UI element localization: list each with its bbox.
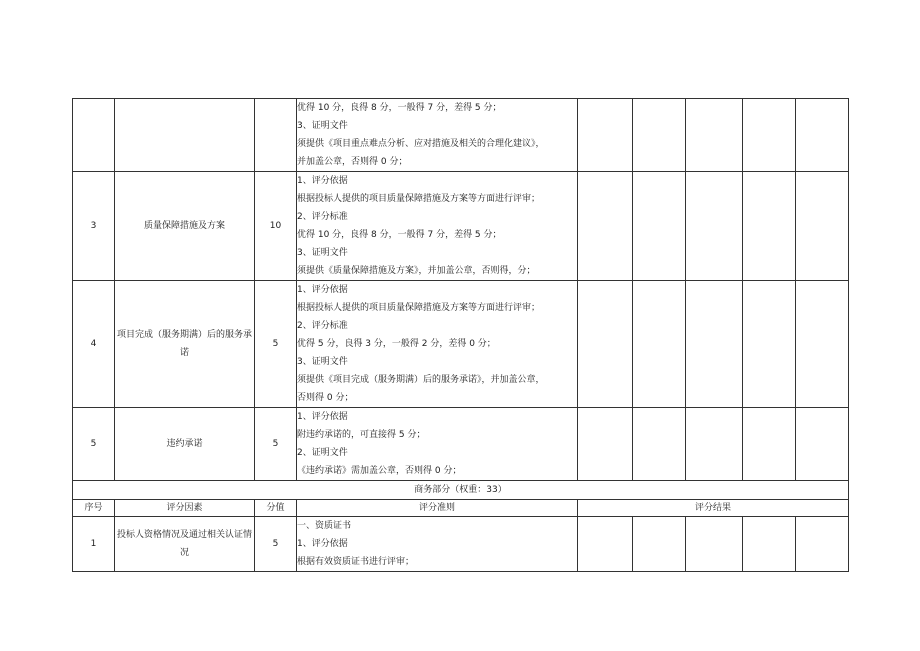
criteria-line: 2、证明文件 [297,448,348,458]
section-header-row [73,481,849,500]
header-result: 评分结果 [578,500,849,517]
row-score [255,99,297,172]
result-cell[interactable] [686,99,743,172]
result-cell[interactable] [796,408,849,481]
row-score: 5 [255,408,297,481]
row-score: 10 [255,172,297,281]
result-cell[interactable] [578,99,633,172]
header-criteria: 评分准则 [297,500,578,517]
result-cell[interactable] [578,172,633,281]
row-criteria [297,172,578,281]
row-index: 4 [73,281,115,408]
criteria-line: 附违约承诺的，可直接得 5 分； [297,430,426,440]
criteria-line: 2、评分标准 [297,212,348,222]
row-factor: 投标人资格情况及通过相关认证情况 [115,517,255,572]
row-factor: 质量保障措施及方案 [115,172,255,281]
criteria-line: 优得 10 分，良得 8 分，一般得 7 分，差得 5 分； [297,103,502,113]
table-row [73,517,849,572]
result-cell[interactable] [743,99,796,172]
row-score: 5 [255,517,297,572]
criteria-line: 须提供《项目完成（服务期满）后的服务承诺》，并加盖公章， [297,375,545,385]
row-index: 5 [73,408,115,481]
result-cell[interactable] [578,281,633,408]
criteria-line: 须提供《项目重点难点分析、应对措施及相关的合理化建议》， [297,139,545,149]
result-cell[interactable] [796,517,849,572]
result-cell[interactable] [743,517,796,572]
header-factor: 评分因素 [115,500,255,517]
criteria-line: 根据投标人提供的项目质量保障措施及方案等方面进行评审； [297,194,541,204]
criteria-line: 1、评分依据 [297,539,348,549]
row-score: 5 [255,281,297,408]
table-row [73,408,849,481]
result-cell[interactable] [743,172,796,281]
row-index: 1 [73,517,115,572]
result-cell[interactable] [686,172,743,281]
criteria-line: 并加盖公章，否则得 0 分； [297,157,408,167]
row-criteria [297,281,578,408]
row-criteria [297,99,578,172]
result-cell[interactable] [686,408,743,481]
criteria-line: 2、评分标准 [297,321,348,331]
result-cell[interactable] [578,517,633,572]
criteria-line: 1、评分依据 [297,285,348,295]
criteria-line: 3、证明文件 [297,357,348,367]
result-cell[interactable] [796,172,849,281]
result-cell[interactable] [633,172,686,281]
result-cell[interactable] [686,517,743,572]
result-cell[interactable] [796,99,849,172]
criteria-line: 《违约承诺》需加盖公章，否则得 0 分； [297,466,462,476]
row-factor: 项目完成（服务期满）后的服务承诺 [115,281,255,408]
row-factor: 违约承诺 [115,408,255,481]
criteria-line: 1、评分依据 [297,176,348,186]
header-score: 分值 [255,500,297,517]
row-factor [115,99,255,172]
result-cell[interactable] [633,281,686,408]
criteria-line: 3、证明文件 [297,121,348,131]
criteria-line: 1、评分依据 [297,412,348,422]
result-cell[interactable] [743,281,796,408]
row-index: 3 [73,172,115,281]
criteria-line: 须提供《质量保障措施及方案》，并加盖公章，否则得，分； [297,266,536,276]
result-cell[interactable] [796,281,849,408]
row-criteria [297,408,578,481]
result-cell[interactable] [578,408,633,481]
row-index [73,99,115,172]
result-cell[interactable] [633,99,686,172]
section-title: 商务部分（权重：33） [73,481,849,500]
criteria-line: 根据投标人提供的项目质量保障措施及方案等方面进行评审； [297,303,541,313]
criteria-line: 优得 10 分，良得 8 分，一般得 7 分，差得 5 分； [297,230,502,240]
scoring-table [72,98,849,572]
criteria-line: 3、证明文件 [297,248,348,258]
criteria-line: 优得 5 分，良得 3 分，一般得 2 分，差得 0 分； [297,339,496,349]
result-cell[interactable] [686,281,743,408]
criteria-line: 一、资质证书 [297,521,352,531]
table-row [73,99,849,172]
table-row [73,172,849,281]
criteria-line: 根据有效资质证书进行评审； [297,557,415,567]
row-criteria [297,517,578,572]
result-cell[interactable] [633,517,686,572]
criteria-line: 否则得 0 分； [297,393,354,403]
result-cell[interactable] [743,408,796,481]
result-cell[interactable] [633,408,686,481]
table-row [73,281,849,408]
header-index: 序号 [73,500,115,517]
column-header-row [73,500,849,517]
